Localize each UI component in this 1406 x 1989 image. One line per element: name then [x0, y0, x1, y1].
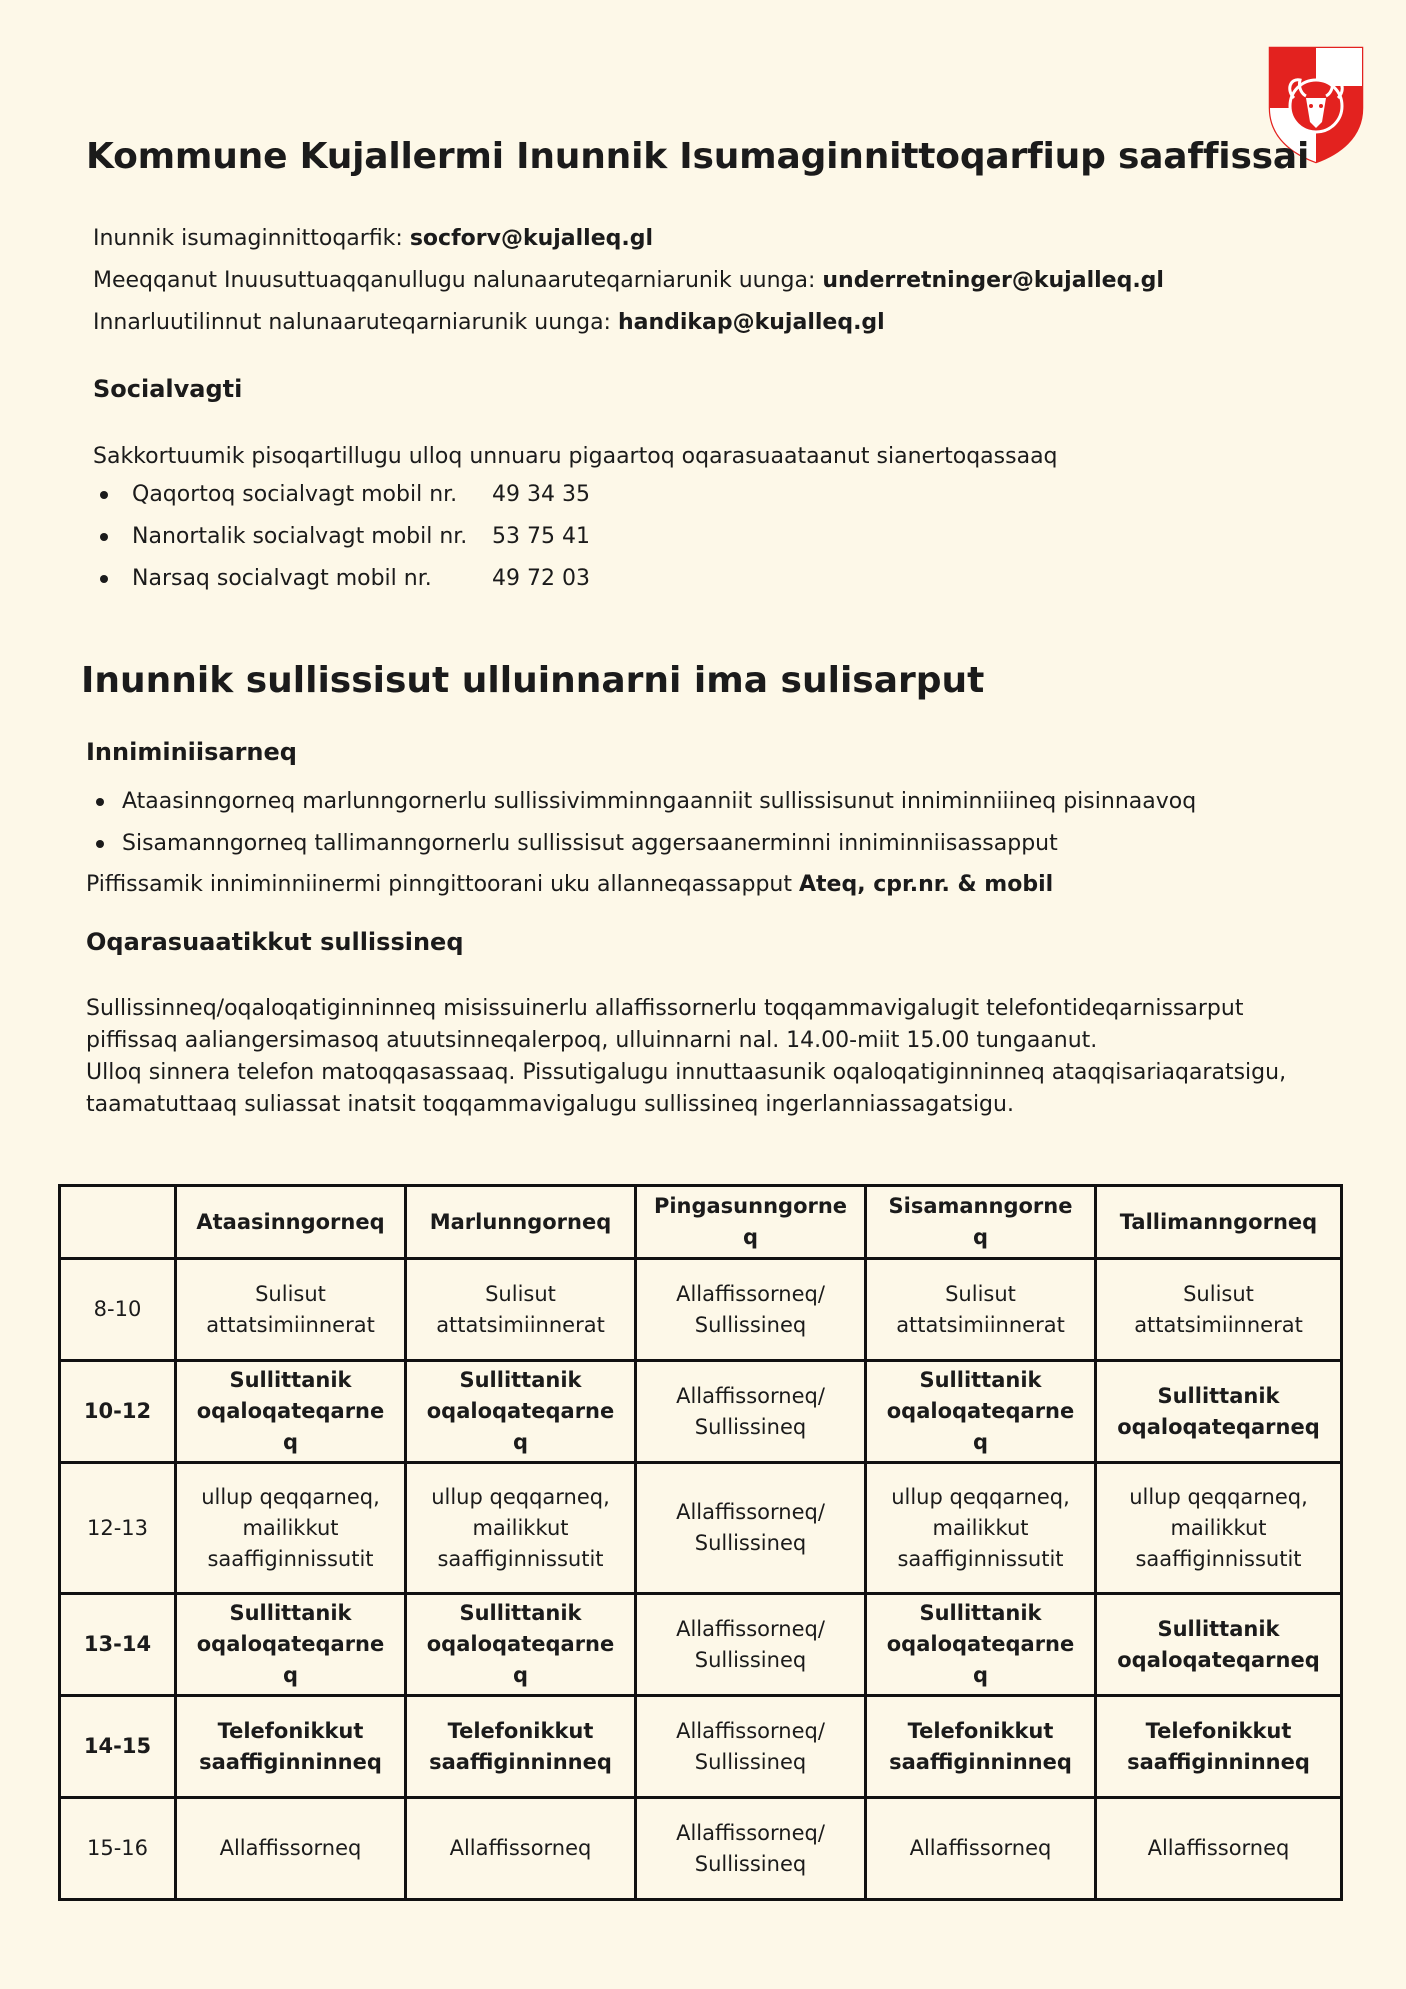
- schedule-table: [58, 1184, 1343, 1901]
- schedule-cell: Sullittanik oqaloqateqarne q: [406, 1361, 636, 1463]
- oqarasuaatikkut-title: Oqarasuaatikkut sullissineq: [86, 928, 464, 956]
- email-link[interactable]: underretninger@kujalleq.gl: [822, 268, 1164, 293]
- schedule-cell: Sulisut attatsimiinnerat: [176, 1259, 406, 1361]
- list-item: Sisamanngorneq tallimanngornerlu sullissisut aggersaanerminni inniminniisassapput: [96, 823, 1196, 865]
- schedule-cell: Sullittanik oqaloqateqarne q: [176, 1594, 406, 1696]
- oqarasuaatikkut-body: Sullissinneq/oqaloqatiginninneq misissuinerlu allaffissornerlu toqqammavigalugit telefontideqarnissarput piffissaq aaliangersimasoq atuutsinneqalerpoq, ulluinnarni nal. 14.00-miit 15.00 tungaanut. Ulloq sinnera telefon matoqqasassaaq. Pissutigalugu innuttaasunik oqaloqatiginninneq ataqqisariaqaratsigu, taamatuttaaq suliassat inatsit toqqammavigalugu sullissineq ingerlanniassagatsigu.: [86, 996, 1287, 1117]
- schedule-cell: Allaffissorneq/ Sullissineq: [636, 1594, 866, 1696]
- schedule-cell: ullup qeqqarneq, mailikkut saaffiginnissutit: [866, 1463, 1096, 1594]
- header-cell: Marlunngorneq: [406, 1186, 636, 1259]
- schedule-cell: Sullittanik oqaloqateqarne q: [176, 1361, 406, 1463]
- time-cell: 14-15: [60, 1696, 176, 1798]
- schedule-cell: Telefonikkut saaffiginninneq: [1096, 1696, 1342, 1798]
- schedule-cell: ullup qeqqarneq, mailikkut saaffiginnissutit: [1096, 1463, 1342, 1594]
- contact-underretninger: Meeqqanut Inuusuttuaqqanullugu nalunaaruteqarniarunik uunga: underretninger@kujalleq.gl: [93, 268, 1164, 293]
- header-cell: Sisamanngorne q: [866, 1186, 1096, 1259]
- list-item: Nanortalik socialvagt mobil nr. 53 75 41: [100, 516, 590, 558]
- page-title: Kommune Kujallermi Inunnik Isumaginnittoqarfiup saaffissai: [86, 136, 1310, 177]
- time-cell: 12-13: [60, 1463, 176, 1594]
- schedule-cell: ullup qeqqarneq, mailikkut saaffiginnissutit: [406, 1463, 636, 1594]
- header-cell: Ataasinngorneq: [176, 1186, 406, 1259]
- list-item: Ataasinngorneq marlunngornerlu sullissivimminngaanniit sullissisunut inniminniiineq pisinnaavoq: [96, 781, 1196, 823]
- table-header-row: [60, 1186, 1342, 1259]
- header-cell: Pingasunngorne q: [636, 1186, 866, 1259]
- schedule-cell: Sulisut attatsimiinnerat: [866, 1259, 1096, 1361]
- schedule-cell: Allaffissorneq/ Sullissineq: [636, 1463, 866, 1594]
- schedule-cell: Sulisut attatsimiinnerat: [406, 1259, 636, 1361]
- contact-handikap: Innarluutilinnut nalunaaruteqarniarunik uunga: handikap@kujalleq.gl: [93, 310, 885, 335]
- bullet-icon: [100, 575, 108, 583]
- schedule-cell: Telefonikkut saaffiginninneq: [176, 1696, 406, 1798]
- table-row: [60, 1798, 1342, 1900]
- schedule-cell: Allaffissorneq/ Sullissineq: [636, 1696, 866, 1798]
- table-row: [60, 1259, 1342, 1361]
- header-cell: [60, 1186, 176, 1259]
- time-cell: 8-10: [60, 1259, 176, 1361]
- schedule-cell: Sullittanik oqaloqateqarne q: [866, 1594, 1096, 1696]
- schedule-cell: Allaffissorneq: [1096, 1798, 1342, 1900]
- schedule-cell: ullup qeqqarneq, mailikkut saaffiginnissutit: [176, 1463, 406, 1594]
- schedule-cell: Sullittanik oqaloqateqarneq: [1096, 1361, 1342, 1463]
- schedule-cell: Allaffissorneq: [406, 1798, 636, 1900]
- table-row: [60, 1594, 1342, 1696]
- table-row: [60, 1361, 1342, 1463]
- inniminiisarneq-list: [96, 781, 1196, 865]
- phone-number[interactable]: 53 75 41: [492, 524, 590, 549]
- table-row: [60, 1696, 1342, 1798]
- bullet-icon: [96, 798, 104, 806]
- inniminiisarneq-note: Piffissamik inniminniinermi pinngittoorani uku allanneqassapput Ateq, cpr.nr. & mobil: [86, 872, 1054, 897]
- bullet-icon: [96, 840, 104, 848]
- bullet-icon: [100, 533, 108, 541]
- time-cell: 15-16: [60, 1798, 176, 1900]
- schedule-cell: Telefonikkut saaffiginninneq: [406, 1696, 636, 1798]
- schedule-cell: Allaffissorneq: [176, 1798, 406, 1900]
- bullet-icon: [100, 491, 108, 499]
- schedule-cell: Allaffissorneq/ Sullissineq: [636, 1259, 866, 1361]
- table-row: [60, 1463, 1342, 1594]
- phone-number[interactable]: 49 34 35: [492, 482, 590, 507]
- schedule-cell: Allaffissorneq/ Sullissineq: [636, 1361, 866, 1463]
- email-link[interactable]: socforv@kujalleq.gl: [409, 226, 654, 251]
- socialvagt-title: Socialvagti: [93, 375, 243, 403]
- inniminiisarneq-title: Inniminiisarneq: [86, 738, 297, 766]
- schedule-cell: Sullittanik oqaloqateqarneq: [1096, 1594, 1342, 1696]
- time-cell: 13-14: [60, 1594, 176, 1696]
- schedule-cell: Allaffissorneq: [866, 1798, 1096, 1900]
- time-cell: 10-12: [60, 1361, 176, 1463]
- schedule-cell: Allaffissorneq/ Sullissineq: [636, 1798, 866, 1900]
- list-item: Qaqortoq socialvagt mobil nr. 49 34 35: [100, 474, 590, 516]
- contact-list: [93, 218, 1164, 344]
- phone-number[interactable]: 49 72 03: [492, 566, 590, 591]
- list-item: Narsaq socialvagt mobil nr. 49 72 03: [100, 558, 590, 600]
- email-link[interactable]: handikap@kujalleq.gl: [617, 310, 885, 335]
- schedule-cell: Sullittanik oqaloqateqarne q: [866, 1361, 1096, 1463]
- contact-socforv: Inunnik isumaginnittoqarfik: socforv@kujalleq.gl: [93, 226, 654, 251]
- header-cell: Tallimanngorneq: [1096, 1186, 1342, 1259]
- schedule-cell: Sulisut attatsimiinnerat: [1096, 1259, 1342, 1361]
- socialvagt-intro: Sakkortuumik pisoqartillugu ulloq unnuaru pigaartoq oqarasuaataanut sianertoqassaaq: [93, 444, 1058, 469]
- socialvagt-list: [100, 474, 590, 600]
- schedule-cell: Sullittanik oqaloqateqarne q: [406, 1594, 636, 1696]
- hours-title: Inunnik sullissisut ulluinnarni ima sulisarput: [81, 660, 985, 701]
- schedule-cell: Telefonikkut saaffiginninneq: [866, 1696, 1096, 1798]
